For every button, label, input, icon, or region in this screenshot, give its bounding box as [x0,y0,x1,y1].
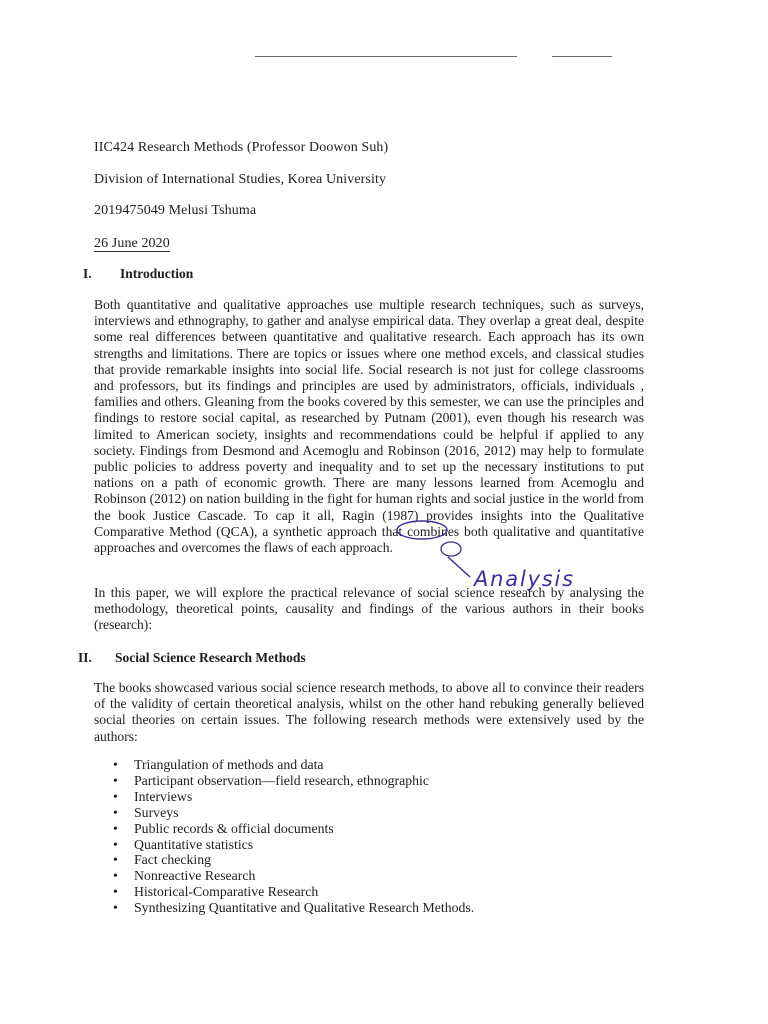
bullet-item [94,789,654,805]
handwritten-word: Analysis [474,567,575,591]
bullet-text: Quantitative statistics [134,836,254,852]
bullet-dot-icon: • [113,788,118,804]
bullet-dot-icon: • [113,836,118,852]
bullet-item [94,852,654,868]
bullet-item [94,900,654,916]
ink-arrow-line [448,557,470,577]
bullet-item [94,821,654,837]
bullet-text: Participant observation—field research, ethnographic [134,772,429,788]
bullet-dot-icon: • [113,804,118,820]
header-rule [255,56,517,57]
bullet-text: Triangulation of methods and data [134,757,324,772]
bullet-text: Fact checking [134,852,212,868]
bullet-text: Nonreactive Research [134,868,256,884]
bullet-dot-icon: • [113,757,118,772]
bullet-item [94,837,654,853]
bullet-item [94,757,654,773]
date-line [94,236,170,252]
intro-paragraph-2: In this paper, we will explore the practical relevance of social science research by analysing the methodology, theoretical points, causality and findings of the various authors in their books (research): [94,585,644,633]
bullet-text: Synthesizing Quantitative and Qualitative Research Methods. [134,900,475,916]
section-title: Introduction [120,266,194,281]
bullet-text: Surveys [134,804,179,820]
bullet-text: Public records & official documents [134,820,334,836]
bullet-dot-icon: • [113,900,118,916]
bullet-item [94,805,654,821]
bullet-dot-icon: • [113,772,118,788]
course-line: IIC424 Research Methods (Professor Doowon Suh) [94,140,389,155]
section-title: Social Science Research Methods [115,650,306,665]
intro-paragraph-1: Both quantitative and qualitative approaches use multiple research techniques, such as surveys, interviews and ethnography, to gather and analyse empirical data. They overlap a great deal, despite some real differences between quantitative and qualitative research. Each approach has its own strengths and limitations. There are topics or issues where one method excels, and classical studies that provide remarkable insights into social life. Social research is not just for college classrooms and professors, but its findings and principles are used by administrators, officials, individuals , families and others. Gleaning from the books covered by this semester, we can use the principles and findings to restore social capital, as researched by Putnam (2001), even though his research was limited to American society, insights and recommendations could be helpful if applied to any society. Findings from Desmond and Acemoglu and Robinson (2016, 2012) may help to formulate public policies to address poverty and inequality and to set up the necessary institutions to put nations on a path of economic growth. There are many lessons learned from Acemoglu and Robinson (2012) on nation building in the fight for human rights and social justice in the world from the book Justice Cascade. To cap it all, Ragin (1987) provides insights into the Qualitative Comparative Method (QCA), a synthetic approach that combines both qualitative and quantitative approaches and overcomes the flaws of each approach. [94,297,644,556]
student-line: 2019475049 Melusi Tshuma [94,203,257,218]
methods-paragraph: The books showcased various social science research methods, to above all to convince their readers of the validity of certain theoretical analysis, whilst on the other hand rebuking generally believed social theories on certain issues. The following research methods were extensively used by the authors: [94,680,644,744]
bullet-dot-icon: • [113,868,118,884]
bullet-dot-icon: • [113,852,118,868]
methods-bullet-list [94,757,654,916]
bullet-item [94,773,654,789]
section-number: II. [78,650,92,665]
section-number: I. [83,266,92,281]
bullet-dot-icon: • [113,884,118,900]
bullet-text: Interviews [134,788,193,804]
bullet-item [94,868,654,884]
bullet-dot-icon: • [113,820,118,836]
bullet-item [94,884,654,900]
date-text: 26 June 2020 [94,236,170,251]
bullet-text: Historical-Comparative Research [134,884,319,900]
header-rule-short [552,56,612,57]
division-line: Division of International Studies, Korea University [94,172,387,187]
